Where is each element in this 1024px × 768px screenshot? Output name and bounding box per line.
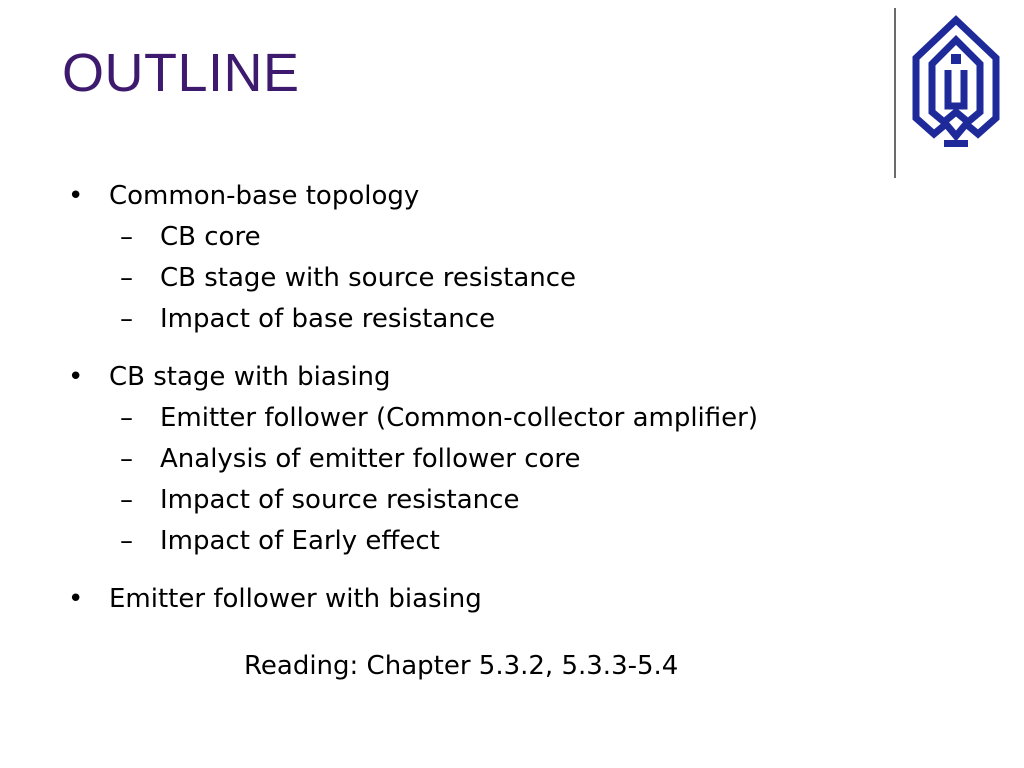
bullet-item — [68, 579, 888, 620]
bullet-label: CB stage with biasing — [109, 362, 391, 392]
bullet-icon: • — [68, 362, 84, 392]
spacer — [68, 340, 888, 357]
header-divider — [894, 8, 896, 178]
dash-icon: – — [120, 485, 133, 515]
bullet-label: Emitter follower with biasing — [109, 584, 482, 614]
bullet-label: Common-base topology — [109, 181, 420, 211]
sub-bullet-item — [68, 258, 888, 299]
bullet-item — [68, 357, 888, 398]
sub-bullet-item — [68, 480, 888, 521]
dash-icon: – — [120, 222, 133, 252]
bullet-icon: • — [68, 181, 84, 211]
sub-bullet-item — [68, 217, 888, 258]
university-emblem-icon — [908, 14, 1004, 154]
sub-bullet-label: Impact of Early effect — [160, 526, 440, 556]
dash-icon: – — [120, 526, 133, 556]
slide-title: OUTLINE — [62, 43, 300, 103]
sub-bullet-label: Impact of source resistance — [160, 485, 520, 515]
bullet-item — [68, 176, 888, 217]
sub-bullet-label: Analysis of emitter follower core — [160, 444, 581, 474]
sub-bullet-item — [68, 398, 888, 439]
sub-bullet-item — [68, 439, 888, 480]
sub-bullet-label: CB core — [160, 222, 261, 252]
sub-bullet-label: Emitter follower (Common-collector amplifier) — [160, 403, 758, 433]
spacer — [68, 562, 888, 579]
dash-icon: – — [120, 403, 133, 433]
sub-bullet-label: Impact of base resistance — [160, 304, 496, 334]
sub-bullet-label: CB stage with source resistance — [160, 263, 577, 293]
outline-content — [68, 176, 888, 620]
dash-icon: – — [120, 304, 133, 334]
dash-icon: – — [120, 263, 133, 293]
reading-note: Reading: Chapter 5.3.2, 5.3.3-5.4 — [244, 651, 679, 681]
sub-bullet-item — [68, 299, 888, 340]
sub-bullet-item — [68, 521, 888, 562]
dash-icon: – — [120, 444, 133, 474]
bullet-icon: • — [68, 584, 84, 614]
